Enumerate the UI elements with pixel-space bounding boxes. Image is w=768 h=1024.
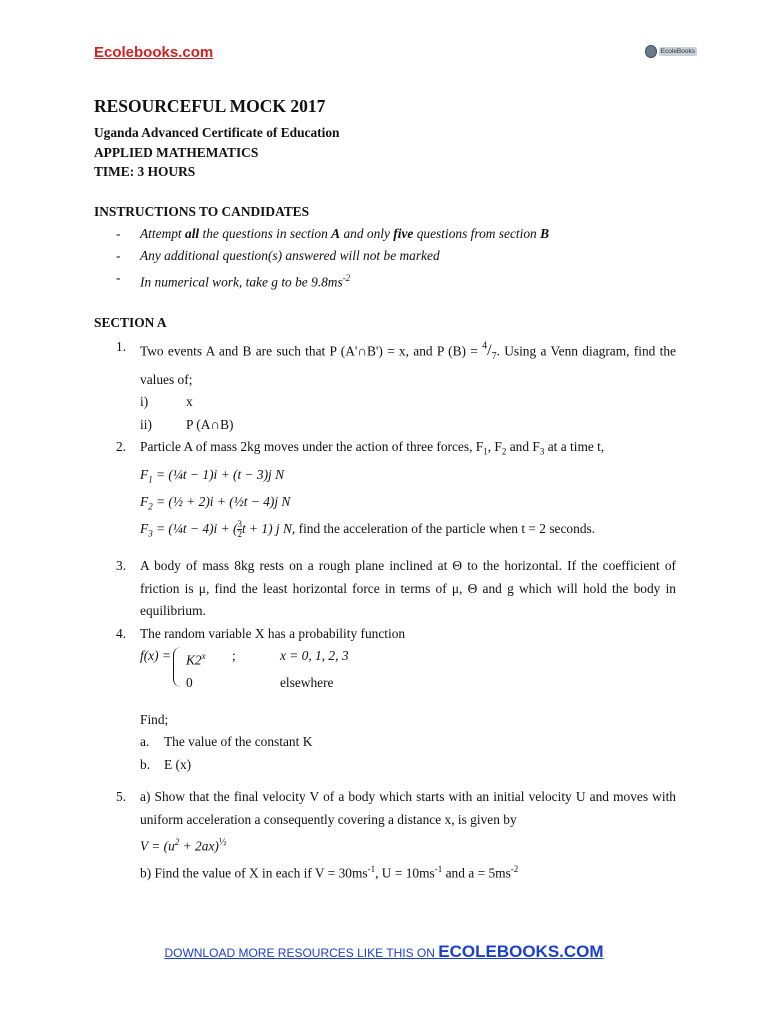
q5-formula: $V = (u^2 + 2ax)^{\frac{1}{2}}$ <box>140 837 227 854</box>
q2-force-f2: $F_2$ = (½ + 2)i + (½t − 4)j N <box>140 493 291 512</box>
section-a-heading: SECTION A <box>94 314 167 330</box>
logo-globe-icon <box>645 45 657 58</box>
q1-subparts <box>140 391 676 436</box>
question-4 <box>94 623 676 776</box>
exam-document <box>94 96 676 885</box>
instruction-item: - In numerical work, take g to be $9.8ms^{-2}$ <box>116 267 676 293</box>
q4-subparts <box>140 731 676 776</box>
list-item: b. E (x) <box>140 756 192 772</box>
instructions-list <box>116 223 676 293</box>
exam-subject: APPLIED MATHEMATICS <box>94 144 259 160</box>
ecolebooks-logo <box>645 44 697 58</box>
list-item: ii) P (A∩B) <box>140 416 234 432</box>
exam-time: TIME: 3 HOURS <box>94 164 196 179</box>
logo-text: EcoleBooks <box>660 47 695 55</box>
question-number: 3. <box>116 558 127 574</box>
q4-text: The random variable X has a probability function <box>140 625 406 641</box>
footer-site-name: ECOLEBOOKS.COM <box>438 942 604 961</box>
question-number: 5. <box>116 789 127 805</box>
question-5 <box>94 786 676 885</box>
q5-part-a: a) Show that the final velocity V of a body which starts with an initial velocity U and moves with uniform acceleration a consequently covering a distance x, is given by <box>140 789 676 827</box>
q5-part-b: b) Find the value of X in each if $V = 30ms^{-1}$, $U = 10ms^{-1}$ and $a = 5ms^{-2}$ <box>140 864 519 881</box>
q1-text: Two events A and B are such that P (A'∩B') = x, and P (B) = <box>140 343 483 359</box>
footer-small-text: DOWNLOAD MORE RESOURCES LIKE THIS ON <box>164 946 439 960</box>
q2-force-f1: $F_1$ = (¼t − 1)i + (t − 3)j N <box>140 466 285 485</box>
question-2 <box>94 436 676 545</box>
piecewise-row: K2$^x$ ; x = 0, 1, 2, 3 <box>185 648 349 668</box>
question-number: 1. <box>116 338 127 354</box>
q3-text: A body of mass 8kg rests on a rough plane inclined at Θ to the horizontal. If the coefficient of friction is μ, find the least horizontal force in terms of μ, Θ and g which will hold the body in equilibrium. <box>140 558 676 619</box>
q2-force-f3: $F_3$ = (¼t − 4)i + ( $\frac{3}{2}$ t + 1) j N, find the acceleration of the particle when t = 2 seconds. <box>140 519 596 540</box>
q4-fx: f(x) = <box>140 648 171 664</box>
question-3 <box>94 555 676 623</box>
question-number: 2. <box>116 439 127 455</box>
instruction-item: - Any additional question(s) answered will not be marked <box>116 245 676 267</box>
exam-board: Uganda Advanced Certificate of Education <box>94 125 340 140</box>
q2-text: Particle A of mass 2kg moves under the action of three forces, $F_1$, $F_2$ and $F_3$ at a time t, <box>140 439 605 458</box>
question-number: 4. <box>116 625 127 641</box>
download-footer-link[interactable] <box>0 942 768 962</box>
q4-piecewise-function <box>140 645 676 694</box>
site-brand-link[interactable]: Ecolebooks.com <box>94 44 214 61</box>
piecewise-row: 0 elsewhere <box>185 675 334 691</box>
q4-find: Find; <box>140 711 169 727</box>
list-item: i) x <box>140 394 193 410</box>
list-item: a. The value of the constant K <box>140 734 313 750</box>
brace-symbol <box>173 647 184 687</box>
question-1 <box>94 336 676 437</box>
instructions-heading: INSTRUCTIONS TO CANDIDATES <box>94 203 310 219</box>
instruction-item: - Attempt all the questions in section A and only five questions from section B <box>116 223 676 245</box>
q1-fraction: $^4/_7$ <box>482 340 497 363</box>
exam-title: RESOURCEFUL MOCK 2017 <box>94 96 326 116</box>
q1-text-b: . Using a Venn diagram, find the values of; <box>140 343 677 387</box>
